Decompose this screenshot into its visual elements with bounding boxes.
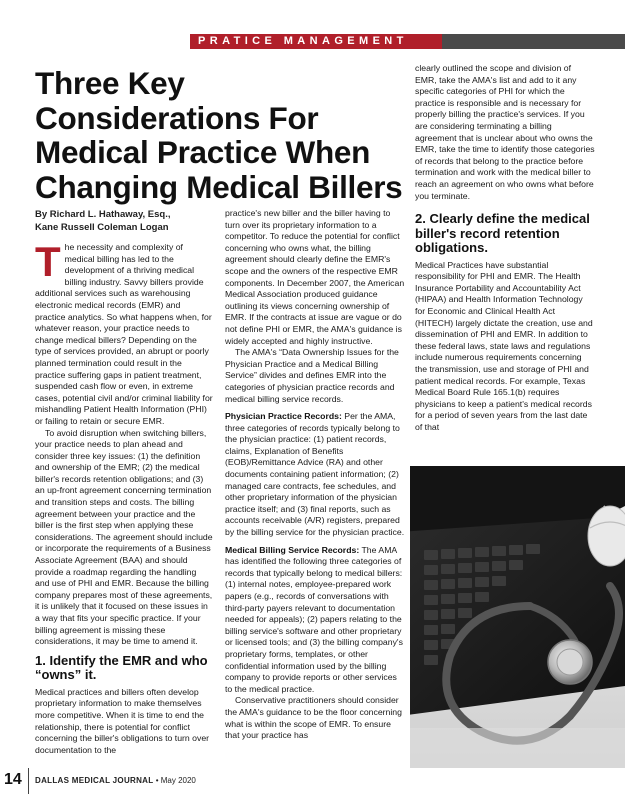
footer-separator: • (155, 776, 159, 785)
article-title: Three Key Considerations For Medical Practice When Changing Medical Billers (35, 65, 403, 205)
body-paragraph: The AMA's “Data Ownership Issues for the Physician Practice and a Medical Billing Service” divides and defines EMR into the categories of physician practice records and medical billing service records. (225, 347, 399, 404)
page-number: 14 (4, 771, 22, 788)
body-paragraph: clearly outlined the scope and division of EMR, take the AMA's list and add to it any specific categories of PHI for which the practice is responsible and is necessary for properly billing the practice's services. If you are considering terminating a billing agreement that is unclear about who owns the EMR, take the time to identify those categories of records that belong to the practice before termination and work with the medical biller to reach an agreement on who owns what before you terminate. (415, 63, 595, 201)
section-heading-2: 2. Clearly define the medical biller's record retention obligations. (415, 211, 590, 256)
photo-illustration (410, 466, 625, 768)
body-paragraph: Medical practices and billers often develop proprietary information to make themselves more competitive. When it is time to end the relationship, there is potential for conflict concerning the biller's obligations to turn over documentation to the (35, 686, 210, 755)
column-3 (415, 63, 595, 434)
byline-author: By Richard L. Hathaway, Esq., (35, 209, 171, 220)
intro-paragraph (35, 238, 213, 428)
column-1 (35, 238, 213, 756)
body-paragraph: To avoid disruption when switching billers, your practice needs to plan ahead and consider three key issues: (1) the definition and ownership of the EMR; (2) the medical biller's records retention obligations; and (3) an up-front agreement concerning termination and transition steps and costs. The billing agreement between your practice and the biller is the first step when applying these considerations. The agreement should include or incorporate the requirements of a Business Associate Agreement (BAA) and should provide a roadmap regarding the handling and use of PHI and EMR. Because the billing company prepares most of these agreements, it is unlikely that it focused on these issues in a way that fits your specific practice. If your billing agreement is missing these considerations, it may be time to amend it. (35, 427, 213, 647)
keyboard-stethoscope-photo (410, 466, 625, 768)
byline (35, 208, 215, 234)
body-paragraph: Conservative practitioners should consider the AMA's guidance to be the floor concerning what is within the scope of EMR. To ensure that your practice has (225, 695, 402, 741)
byline-firm: Kane Russell Coleman Logan (35, 222, 169, 233)
intro-text: he necessity and complexity of medical billing has led to the development of a thriving medical billing industry. Savvy billers provide additional services such as warehousing electronic medical records (EMR) and practice analytics. So what happens when, for whatever reason, your practice needs to change medical billers? Depending on the type of services provided, an abrupt or poorly planned termination could result in the practice suffering gaps in patient treatment, suspended cash flow or even, in extreme cases, potential civil and/or criminal liability for mishandling Patient Health Information (PHI) or failing to retain or secure EMR. (35, 242, 213, 426)
drop-cap: T (35, 238, 61, 285)
journal-name: DALLAS MEDICAL JOURNAL (35, 776, 154, 785)
section-banner-label: PRATICE MANAGEMENT (198, 35, 408, 47)
billing-records-text: The AMA has identified the following three categories of records that typically belong to medical billers: (1) internal notes, employee-prepared work papers (e.g., records of conversations with third-party payers relevant to documentation needed for appeals); (2) papers relating to the billing service's software and other proprietary or licensed tools; and (3) the billing company's proprietary forms, templates, or other confidential information used by the billing company to provide reports or other services to the medical practice. (225, 544, 403, 694)
practice-records-text: Per the AMA, three categories of records typically belong to the physician practice: (1) patient records, claims, Explanation of Benefits (EOB)/Remittance Advice (RA) and other documents containing patient information; (2) managed care contracts, fee schedules, and other proprietary information of the physician practice itself; and (3) final reports, such as accounts receivable (A/R) registers, prepared by the billing service for the physician practice. (225, 411, 405, 538)
column-2 (225, 208, 405, 742)
body-paragraph: Medical Practices have substantial responsibility for PHI and EMR. The Health Insurance Portability and Accountability Act (HIPAA) and Health Information Technology for Economic and Clinical Health Act (HITECH) largely dictate the creation, use and dissemination of PHI and EMR. In addition to these federal laws, state laws and regulations include numerous requirements concerning the transmission, use and storage of PHI and patient medical records. For example, Texas Medical Board Rule 165.1(b) requires physicians to keep a patient's medical records for a period of seven years from the last date of that (415, 259, 593, 432)
subheading-practice-records: Physician Practice Records: (225, 411, 342, 422)
subheading-billing-records: Medical Billing Service Records: (225, 544, 360, 555)
body-paragraph: practice's new biller and the biller having to turn over its proprietary information to a competitor. To reduce the potential for conflict concerning who owns what, the billing agreement should clearly define the EMR's scope and the owners of the respective EMR components. In December 2007, the American Medical Association produced guidance outlining its views concerning ownership of EMR. If the contracts at issue are vague or do not define PHI or EMR, the AMA's guidance is widely accepted and highly instructive. (225, 208, 405, 346)
footer-info (35, 776, 196, 785)
body-paragraph (225, 411, 405, 539)
issue-date: May 2020 (160, 776, 196, 785)
footer-divider (28, 768, 29, 794)
body-paragraph (225, 545, 405, 696)
section-banner-dark (442, 34, 625, 49)
section-heading-1: 1. Identify the EMR and who “owns” it. (35, 652, 208, 683)
